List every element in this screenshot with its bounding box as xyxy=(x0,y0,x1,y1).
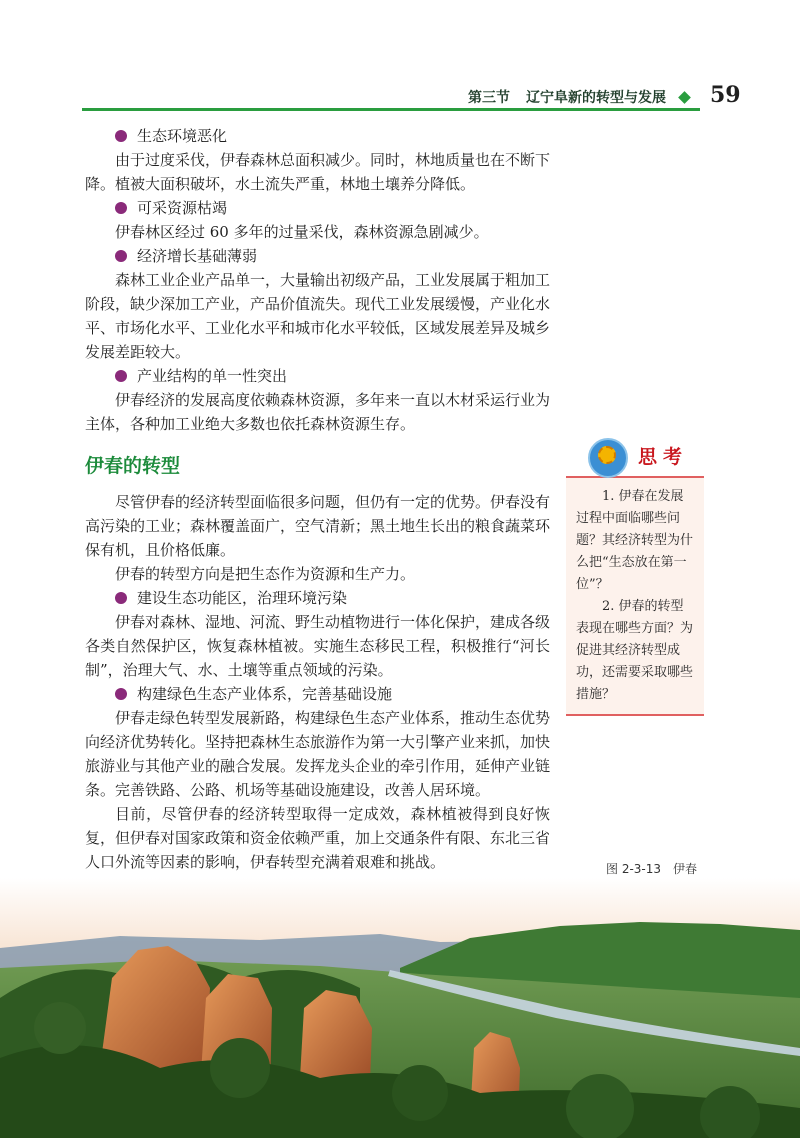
bullet-heading xyxy=(85,244,550,268)
think-label: 思考 xyxy=(638,446,689,468)
bullet-text: 可采资源枯竭 xyxy=(137,199,228,217)
section-title: 伊春的转型 xyxy=(85,455,181,477)
think-header xyxy=(566,438,704,476)
think-question: 2. 伊春的转型表现在哪些方面？为促进其经济转型成功，还需要采取哪些措施？ xyxy=(576,599,694,702)
paragraph: 目前，尽管伊春的经济转型取得一定成效，森林植被得到良好恢复，但伊春对国家政策和资金依赖严重，加上交通条件有限、东北三省人口外流等因素的影响，伊春转型充满着艰难和挑战。 xyxy=(85,805,551,871)
paragraph: 伊春经济的发展高度依赖森林资源，多年来一直以木材采运行业为主体，各种加工业绝大多数也依托森林资源生存。 xyxy=(85,391,551,433)
bullet-heading xyxy=(85,682,550,706)
bullet-text: 生态环境恶化 xyxy=(137,127,228,145)
paragraph: 伊春走绿色转型发展新路，构建绿色生态产业体系，推动生态优势向经济优势转化。坚持把森林生态旅游作为第一大引擎产业来抓，加快旅游业与其他产业的融合发展。发挥龙头企业的牵引作用，延伸产业链条。完善铁路、公路、机场等基础设施建设，改善人居环境。 xyxy=(85,709,551,799)
figure-caption: 图 2-3-13 伊春 xyxy=(606,862,698,876)
page-number: 59 xyxy=(710,82,741,108)
bullet-dot-icon xyxy=(115,370,127,382)
bullet-dot-icon xyxy=(115,592,127,604)
gear-icon xyxy=(598,446,616,464)
think-question: 1. 伊春在发展过程中面临哪些问题？其经济转型为什么把“生态放在第一位”？ xyxy=(576,489,694,592)
paragraph: 伊春对森林、湿地、河流、野生动植物进行一体化保护，建成各级各类自然保护区，恢复森林植被。实施生态移民工程，积极推行“河长制”，治理大气、水、土壤等重点领域的污染。 xyxy=(85,613,551,679)
header-rule xyxy=(82,108,700,111)
bullet-dot-icon xyxy=(115,688,127,700)
running-header xyxy=(468,86,689,108)
bullet-dot-icon xyxy=(115,130,127,142)
header-title: 辽宁阜新的转型与发展 xyxy=(526,90,666,106)
bullet-dot-icon xyxy=(115,202,127,214)
paragraph: 尽管伊春的经济转型面临很多问题，但仍有一定的优势。伊春没有高污染的工业；森林覆盖面广，空气清新；黑土地生长出的粮食蔬菜环保有机，且价格低廉。 xyxy=(85,493,551,559)
paragraph: 伊春的转型方向是把生态作为资源和生产力。 xyxy=(115,565,416,583)
bullet-heading xyxy=(85,364,550,388)
diamond-icon xyxy=(678,91,691,104)
bullet-text: 经济增长基础薄弱 xyxy=(137,247,258,265)
think-sidebar xyxy=(566,438,704,716)
paragraph: 伊春林区经过 60 多年的过量采伐，森林资源急剧减少。 xyxy=(115,223,489,241)
header-section: 第三节 xyxy=(468,90,510,106)
bullet-text: 构建绿色生态产业体系，完善基础设施 xyxy=(137,685,393,703)
bullet-heading xyxy=(85,586,550,610)
landscape-illustration xyxy=(0,878,800,1138)
bullet-heading xyxy=(85,124,550,148)
bullet-text: 建设生态功能区，治理环境污染 xyxy=(137,589,348,607)
paragraph: 由于过度采伐，伊春森林总面积减少。同时，林地质量也在不断下降。植被大面积破坏，水土流失严重，林地土壤养分降低。 xyxy=(85,151,551,193)
bullet-dot-icon xyxy=(115,250,127,262)
bullet-text: 产业结构的单一性突出 xyxy=(137,367,288,385)
think-questions xyxy=(566,476,704,716)
thinking-head-icon xyxy=(588,438,628,478)
bullet-heading xyxy=(85,196,550,220)
paragraph: 森林工业企业产品单一，大量输出初级产品，工业发展属于粗加工阶段，缺少深加工产业，产品价值流失。现代工业发展缓慢，产业化水平、市场化水平、工业化水平和城市化水平较低，区域发展差异及城乡发展差距较大。 xyxy=(85,271,551,361)
yichun-landscape-photo xyxy=(0,878,800,1138)
main-text xyxy=(85,124,550,874)
